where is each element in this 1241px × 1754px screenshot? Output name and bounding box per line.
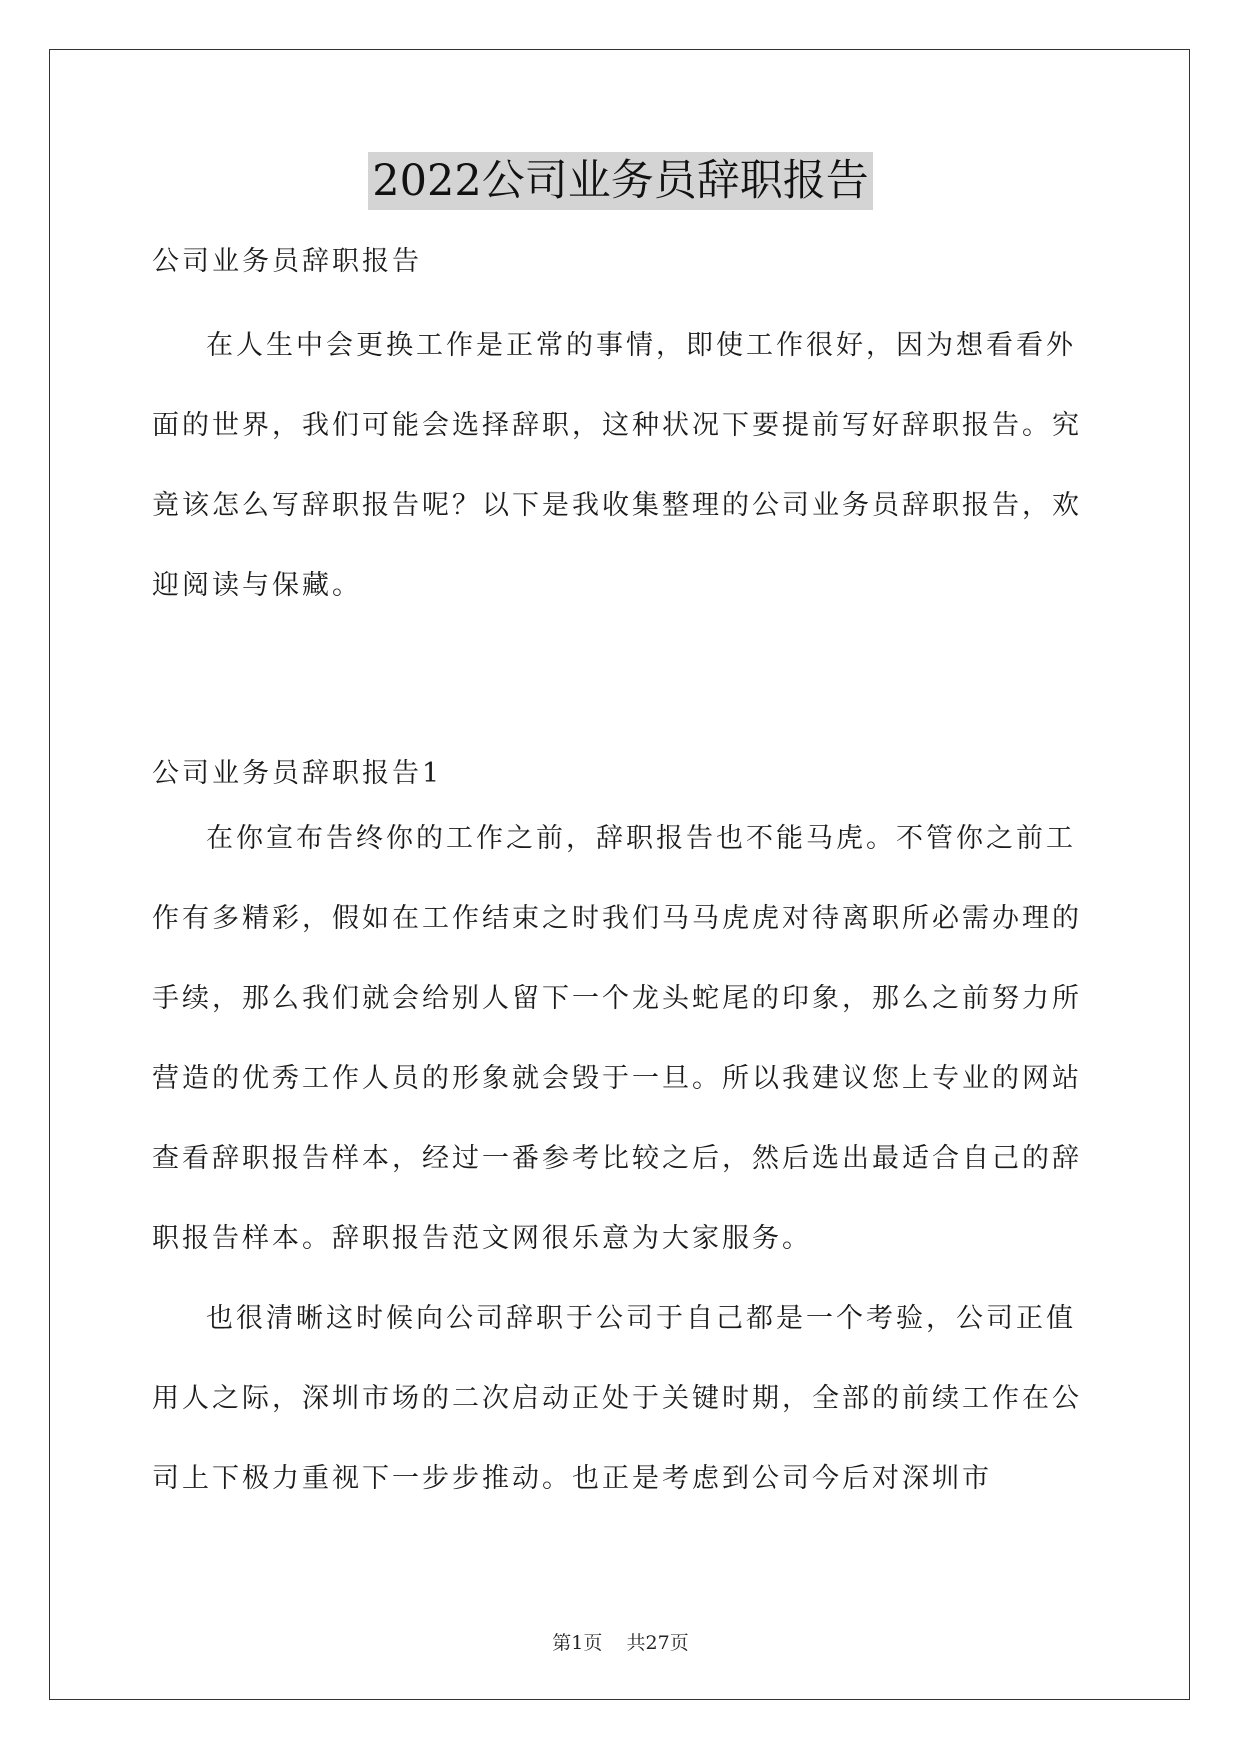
footer-gap xyxy=(602,1632,626,1654)
total-label-suffix: 页 xyxy=(669,1632,689,1654)
intro-heading-block xyxy=(152,242,1092,282)
intro-paragraph-block xyxy=(152,306,1092,626)
intro-heading: 公司业务员辞职报告 xyxy=(152,246,422,277)
page-current: 1 xyxy=(571,1632,584,1654)
title-wrap xyxy=(0,152,1241,210)
section1-paragraph-2: 也很清晰这时候向公司辞职于公司于自己都是一个考验，公司正值用人之际，深圳市场的二次启动正处于关键时期，全部的前续工作在公司上下极力重视下一步步推动。也正是考虑到公司今后对深圳市 xyxy=(152,1303,1082,1494)
section1-body-block xyxy=(152,799,1092,1519)
document-title: 2022公司业务员辞职报告 xyxy=(368,152,872,210)
page-total: 27 xyxy=(645,1632,670,1654)
page-label-suffix: 页 xyxy=(583,1632,603,1654)
page-footer xyxy=(0,1628,1241,1655)
section1-heading: 公司业务员辞职报告1 xyxy=(152,758,443,789)
section1-paragraph-1: 在你宣布告终你的工作之前，辞职报告也不能马虎。不管你之前工作有多精彩，假如在工作结束之时我们马马虎虎对待离职所必需办理的手续，那么我们就会给别人留下一个龙头蛇尾的印象，那么之前努力所营造的优秀工作人员的形象就会毁于一旦。所以我建议您上专业的网站查看辞职报告样本，经过一番参考比较之后，然后选出最适合自己的辞职报告样本。辞职报告范文网很乐意为大家服务。 xyxy=(152,823,1082,1254)
total-label-prefix: 共 xyxy=(626,1632,646,1654)
intro-paragraph: 在人生中会更换工作是正常的事情，即使工作很好，因为想看看外面的世界，我们可能会选择辞职，这种状况下要提前写好辞职报告。究竟该怎么写辞职报告呢？以下是我收集整理的公司业务员辞职报告，欢迎阅读与保藏。 xyxy=(152,330,1082,601)
section1-heading-block xyxy=(152,754,1092,794)
page-label-prefix: 第 xyxy=(552,1632,572,1654)
